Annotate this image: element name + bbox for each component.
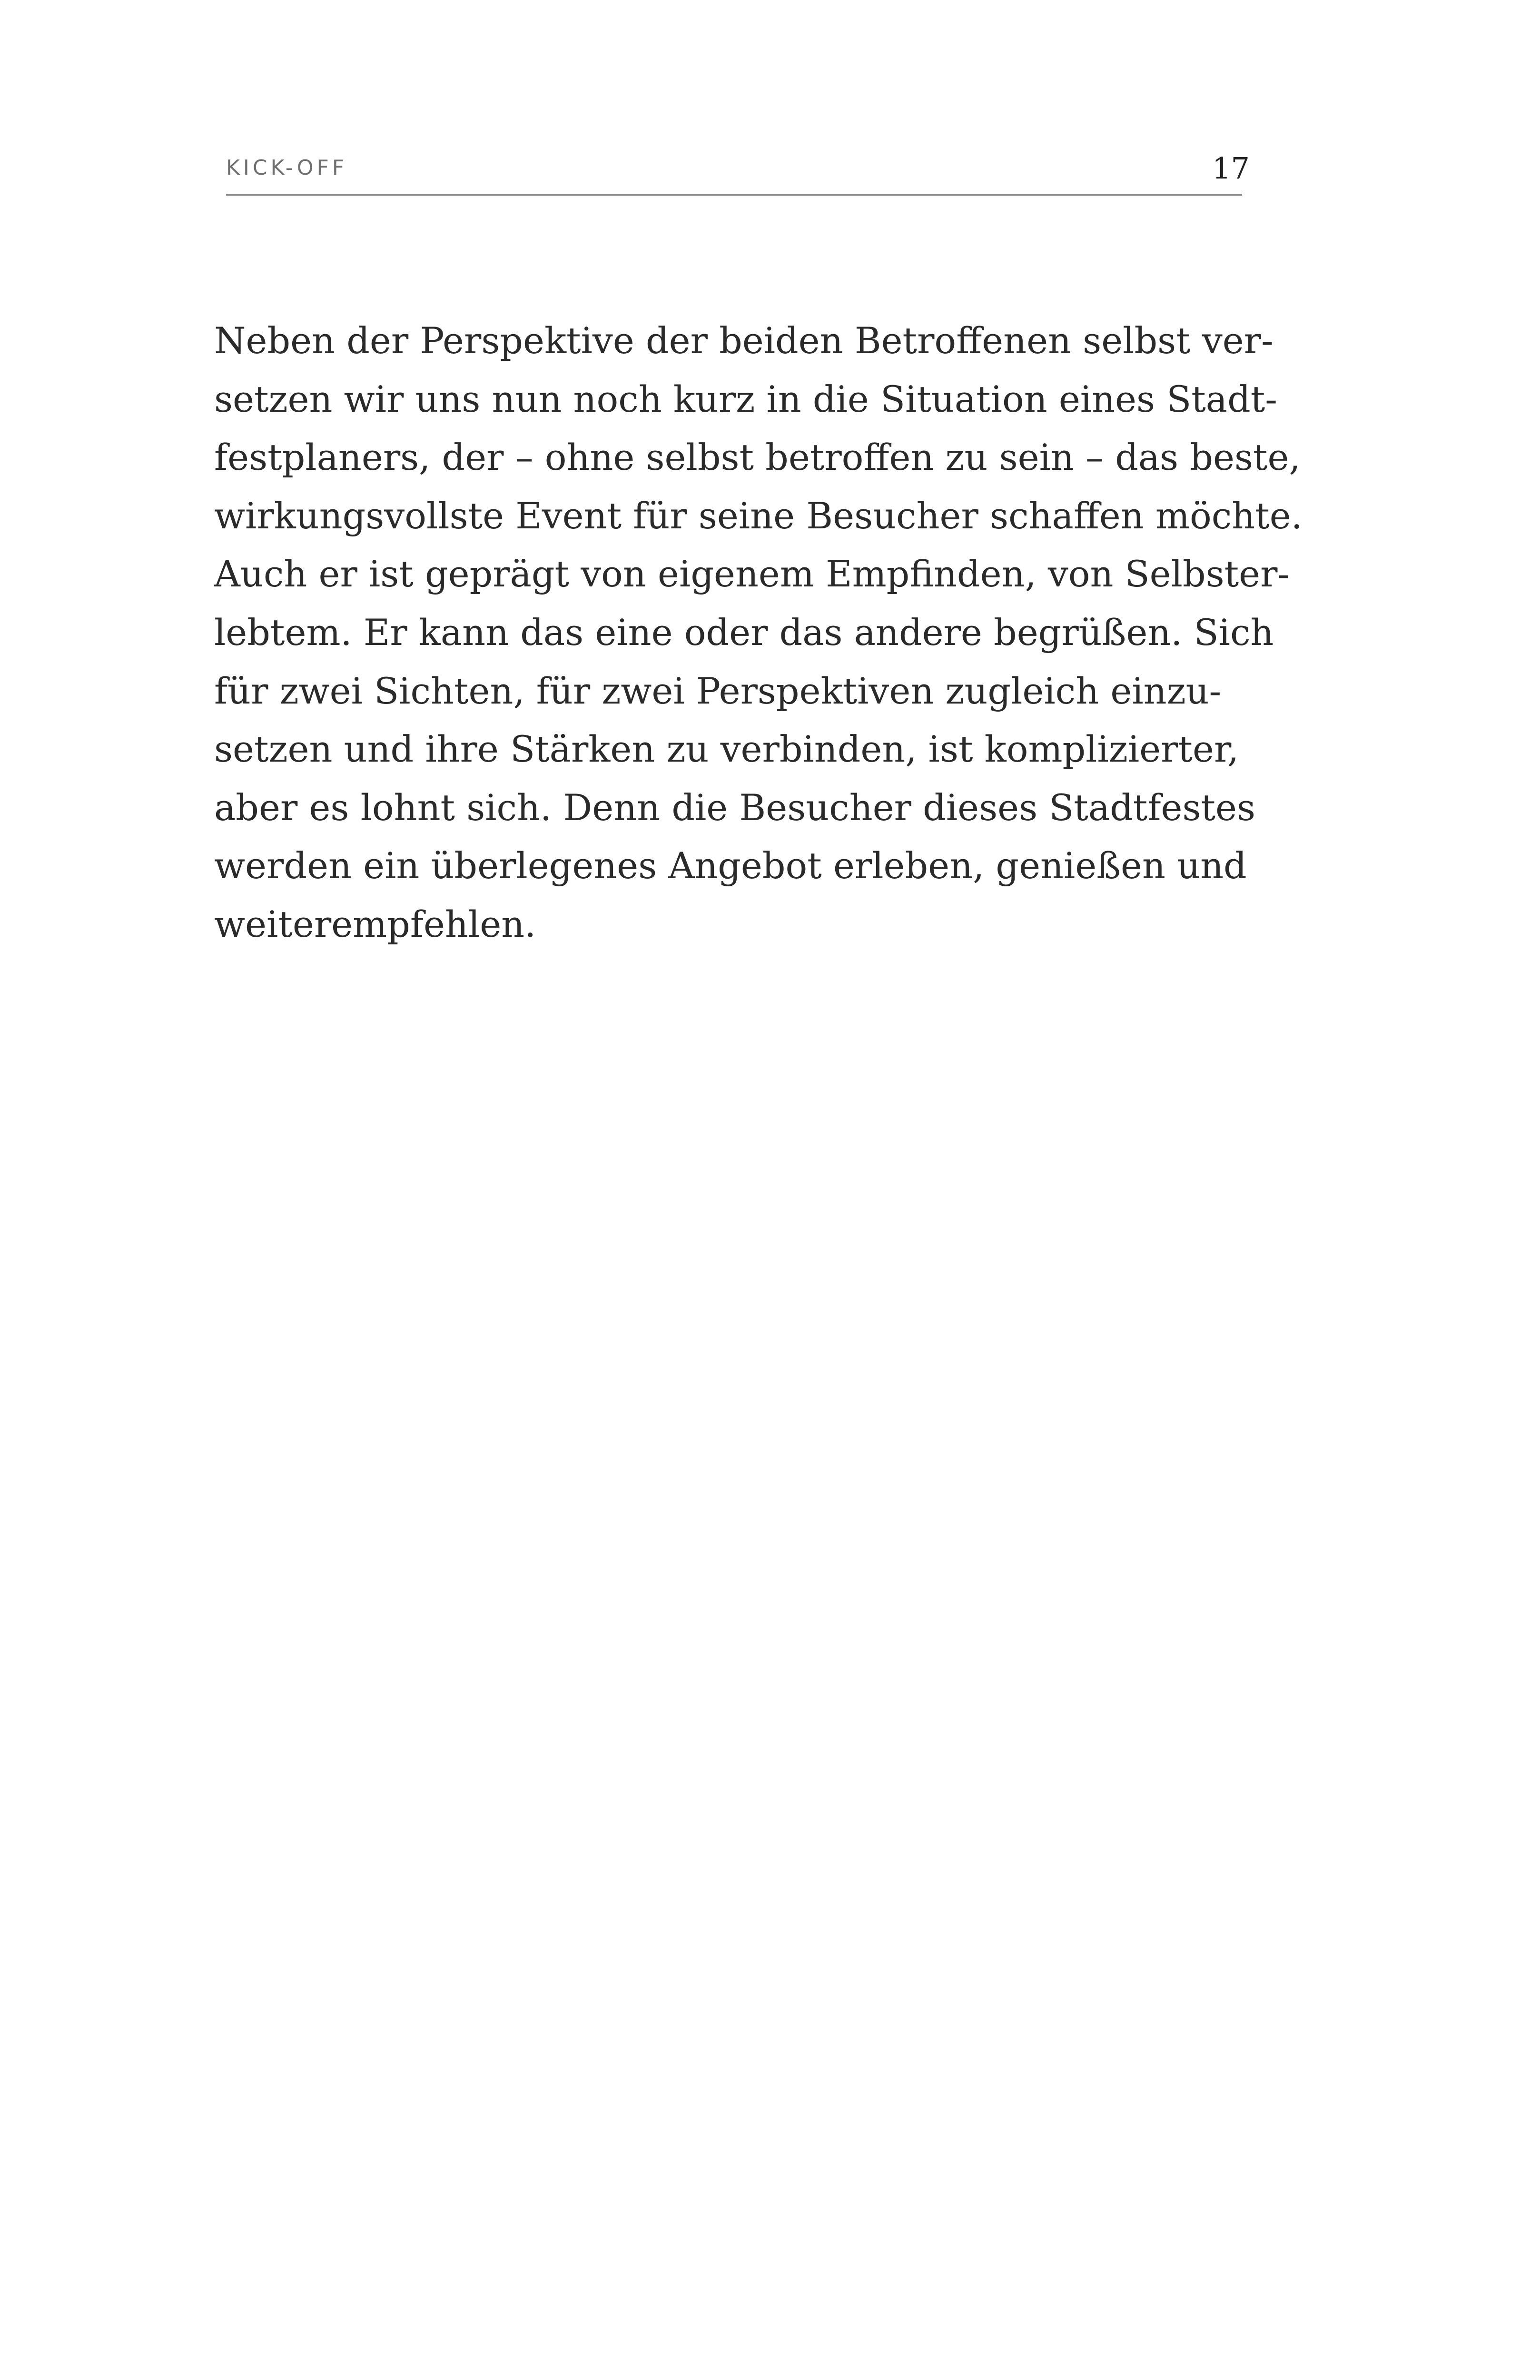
text-line: setzen und ihre Stärken zu verbinden, ist komplizierter, bbox=[214, 728, 1239, 771]
header-rule bbox=[226, 194, 1242, 196]
text-line: werden ein überlegenes Angebot erleben, genießen und bbox=[214, 844, 1247, 887]
text-line: festplaners, der – ohne selbst betroffen zu sein – das beste, bbox=[214, 436, 1301, 479]
text-line: Auch er ist geprägt von eigenem Empfinden, von Selbster- bbox=[214, 553, 1290, 595]
body-paragraph bbox=[214, 312, 1303, 954]
text-line: setzen wir uns nun noch kurz in die Situation eines Stadt- bbox=[214, 377, 1277, 420]
text-line: weiterempfehlen. bbox=[214, 902, 536, 945]
running-header bbox=[226, 150, 1250, 198]
page-number: 17 bbox=[1212, 151, 1250, 186]
text-line: wirkungsvollste Event für seine Besucher schaffen möchte. bbox=[214, 494, 1303, 537]
text-line: Neben der Perspektive der beiden Betroffenen selbst ver- bbox=[214, 319, 1273, 362]
text-line: lebtem. Er kann das eine oder das andere begrüßen. Sich bbox=[214, 611, 1274, 654]
text-line: für zwei Sichten, für zwei Perspektiven zugleich einzu- bbox=[214, 669, 1222, 712]
section-label: KICK-OFF bbox=[226, 156, 348, 180]
text-line: aber es lohnt sich. Denn die Besucher dieses Stadtfestes bbox=[214, 786, 1255, 829]
